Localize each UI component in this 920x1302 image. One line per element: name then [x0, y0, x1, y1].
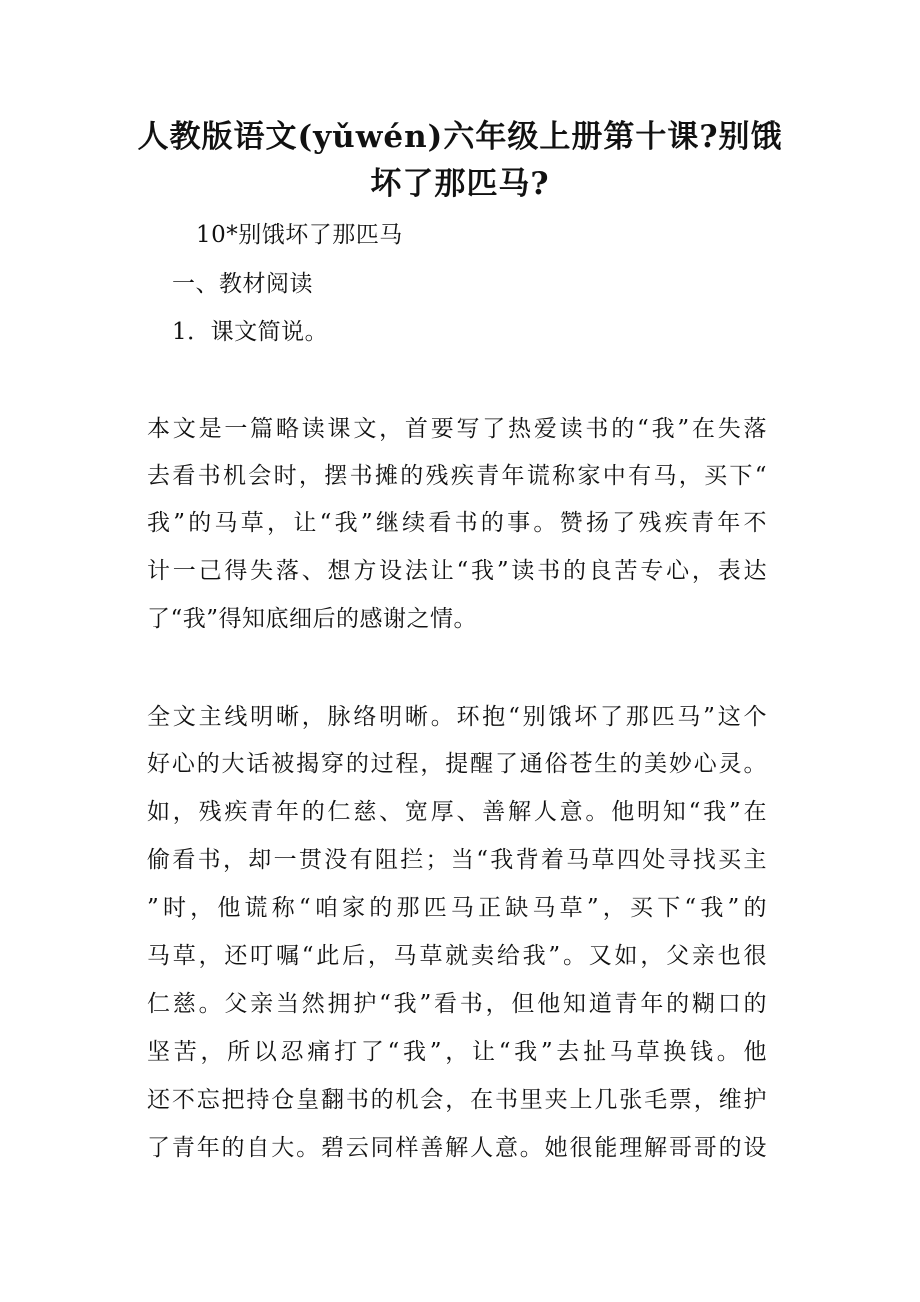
document-title-line-2: 坏了那匹马?	[370, 166, 550, 202]
paragraph-2-line: 坚苦，所以忍痛打了“我”，让“我”去扯马草换钱。他	[147, 1039, 767, 1065]
document-title-line-1: 人教版语文(yǔwén)六年级上册第十课?别饿	[137, 119, 783, 155]
section-heading: 一、教材阅读	[172, 271, 313, 297]
paragraph-2-line: 马草，还叮嘱“此后，马草就卖给我”。又如，父亲也很	[147, 943, 767, 969]
paragraph-2-line: 全文主线明晰，脉络明晰。环抱“别饿坏了那匹马”这个	[147, 704, 767, 730]
paragraph-1-line: 了“我”得知底细后的感谢之情。	[147, 606, 478, 632]
paragraph-2-line: 仁慈。父亲当然拥护“我”看书，但他知道青年的糊口的	[147, 991, 767, 1017]
paragraph-2-line: 好心的大话被揭穿的过程，提醒了通俗苍生的美妙心灵。	[147, 751, 767, 777]
subsection-heading: 1．课文简说。	[172, 319, 329, 345]
paragraph-2-line: 如，残疾青年的仁慈、宽厚、善解人意。他明知“我”在	[147, 799, 767, 825]
paragraph-2-line: ”时，他谎称“咱家的那匹马正缺马草”，买下“我”的	[147, 895, 767, 921]
paragraph-1-line: 计一己得失落、想方设法让“我”读书的良苦专心，表达	[147, 558, 767, 584]
paragraph-1-line: 本文是一篇略读课文，首要写了热爱读书的“我”在失落	[147, 416, 767, 442]
paragraph-2-line: 还不忘把持仓皇翻书的机会，在书里夹上几张毛票，维护	[147, 1087, 767, 1113]
paragraph-2-line: 了青年的自大。碧云同样善解人意。她很能理解哥哥的设	[147, 1135, 767, 1161]
lesson-heading: 10*别饿坏了那匹马	[196, 222, 403, 248]
paragraph-2-line: 偷看书，却一贯没有阻拦；当“我背着马草四处寻找买主	[147, 847, 767, 873]
paragraph-1-line: 去看书机会时，摆书摊的残疾青年谎称家中有马，买下“	[147, 463, 767, 489]
paragraph-1-line: 我”的马草，让“我”继续看书的事。赞扬了残疾青年不	[147, 510, 767, 536]
